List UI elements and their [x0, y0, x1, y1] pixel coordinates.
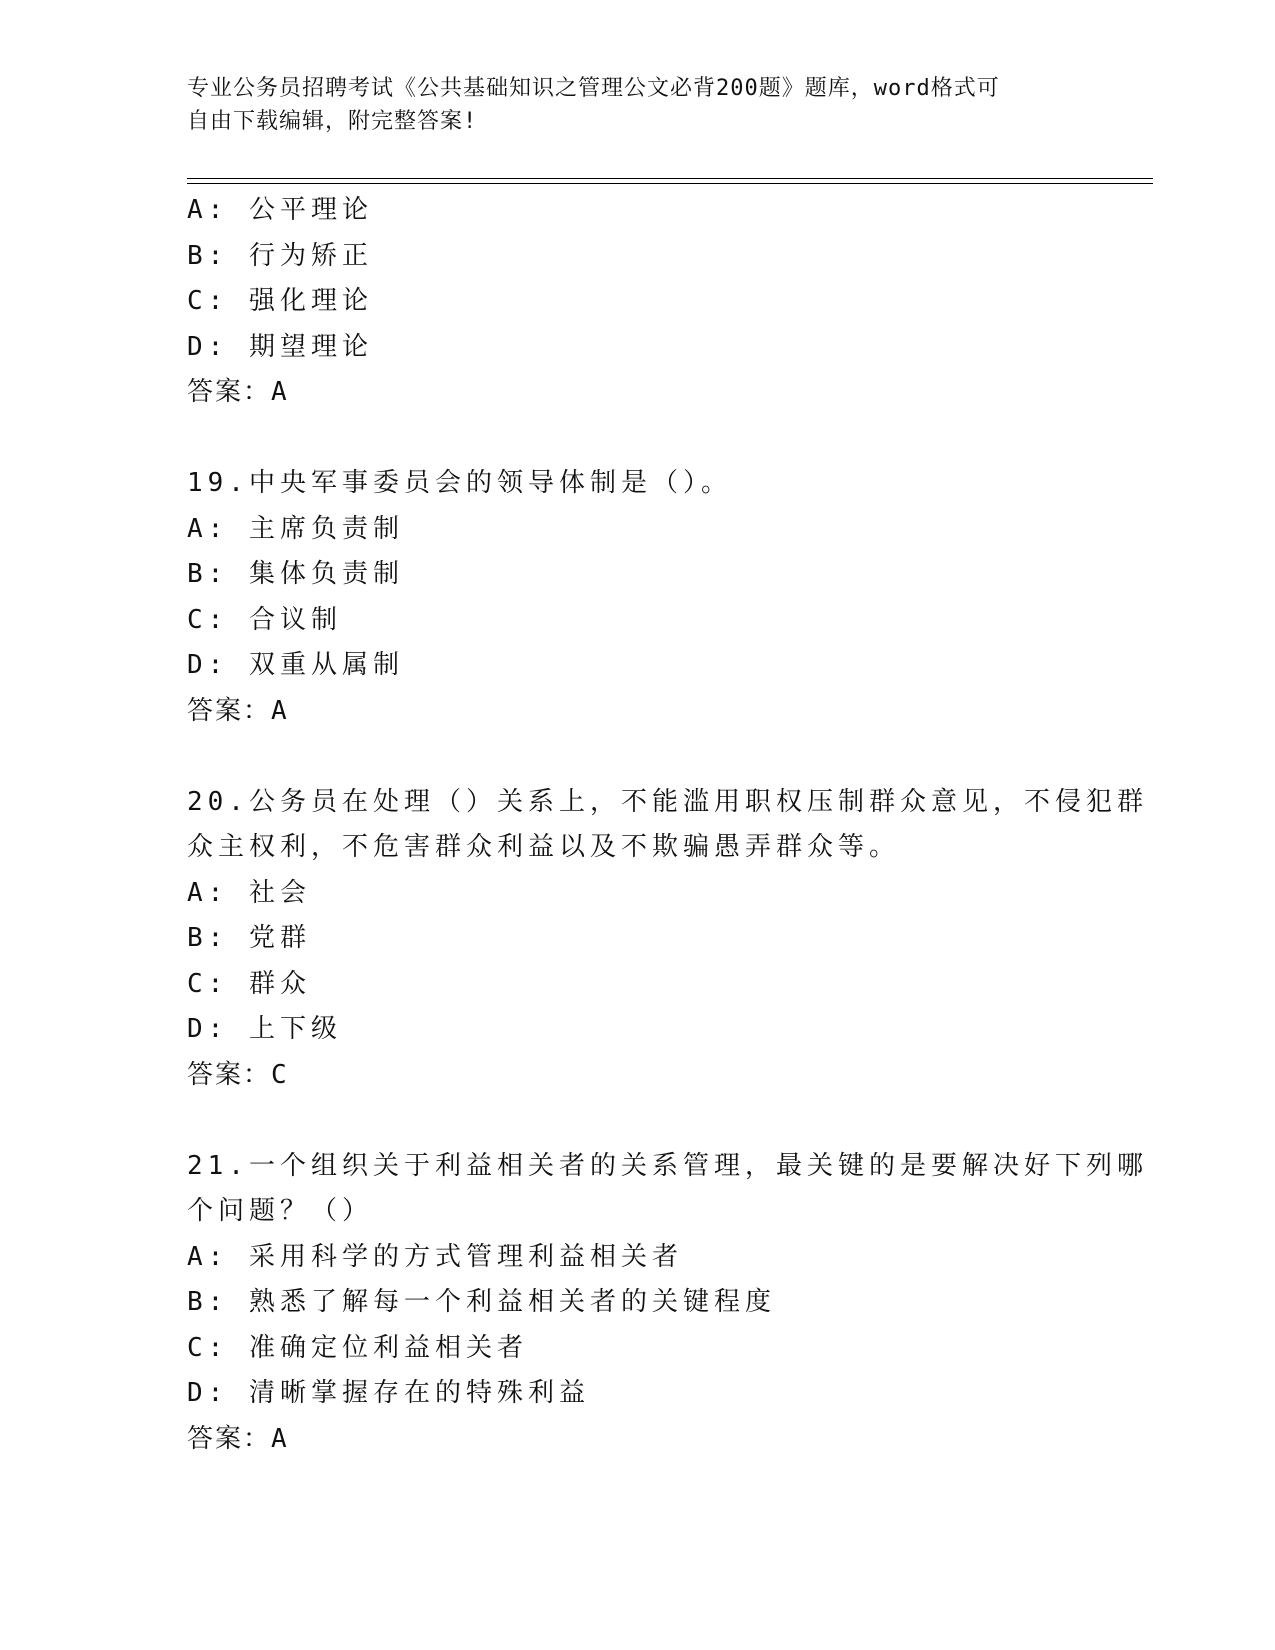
option-b: B: 行为矫正	[187, 240, 373, 271]
answer-label: 答案：	[187, 1059, 272, 1090]
question-text-line-2: 众主权利，不危害群众利益以及不欺骗愚弄群众等。	[187, 832, 901, 862]
header-line-2: 自由下载编辑，附完整答案!	[187, 109, 478, 134]
question-list	[187, 188, 1148, 1462]
answer-label: 答案：	[187, 695, 272, 726]
option-d: D: 清晰掌握存在的特殊利益	[187, 1378, 590, 1408]
answer-line	[187, 1053, 1087, 1099]
spacer	[187, 734, 1087, 780]
question-21	[187, 1144, 1148, 1463]
spacer	[187, 416, 1087, 462]
document-header	[187, 72, 1067, 138]
answer-line	[187, 370, 1087, 416]
option-b: B: 党群	[187, 923, 311, 953]
answer-value: C	[271, 1059, 289, 1090]
option-b: B: 集体负责制	[187, 559, 404, 589]
answer-value: A	[271, 377, 289, 407]
question-text-line-2: 个问题？（）	[187, 1196, 374, 1226]
question-text: 19.中央军事委员会的领导体制是（）。	[187, 468, 732, 498]
option-d: D: 期望理论	[187, 331, 373, 362]
answer-label: 答案：	[187, 1423, 272, 1454]
option-b: B: 熟悉了解每一个利益相关者的关键程度	[187, 1287, 776, 1317]
option-a: A: 公平理论	[187, 195, 373, 225]
question-text-line-1: 21.一个组织关于利益相关者的关系管理，最关键的是要解决好下列哪	[187, 1150, 1148, 1181]
header-divider-bottom	[187, 183, 1153, 184]
answer-line	[187, 689, 1087, 735]
answer-value: A	[271, 695, 289, 726]
option-c: C: 群众	[187, 968, 311, 999]
answer-line	[187, 1417, 1087, 1463]
option-a: A: 社会	[187, 877, 311, 908]
option-a: A: 采用科学的方式管理利益相关者	[187, 1241, 683, 1272]
question-19	[187, 461, 1087, 734]
question-text-line-1: 20.公务员在处理（）关系上，不能滥用职权压制群众意见，不侵犯群	[187, 786, 1148, 817]
answer-value: A	[271, 1423, 289, 1454]
answer-label: 答案：	[187, 377, 272, 407]
option-c: C: 合议制	[187, 604, 342, 635]
header-line-1: 专业公务员招聘考试《公共基础知识之管理公文必背200题》题库，word格式可	[187, 76, 1000, 101]
header-divider-top	[187, 178, 1153, 179]
spacer	[187, 1098, 1087, 1144]
option-d: D: 上下级	[187, 1014, 342, 1044]
question-20	[187, 780, 1148, 1099]
option-a: A: 主席负责制	[187, 513, 404, 544]
option-c: C: 准确定位利益相关者	[187, 1332, 528, 1363]
option-d: D: 双重从属制	[187, 650, 404, 680]
option-c: C: 强化理论	[187, 286, 373, 316]
question-18	[187, 188, 1087, 416]
